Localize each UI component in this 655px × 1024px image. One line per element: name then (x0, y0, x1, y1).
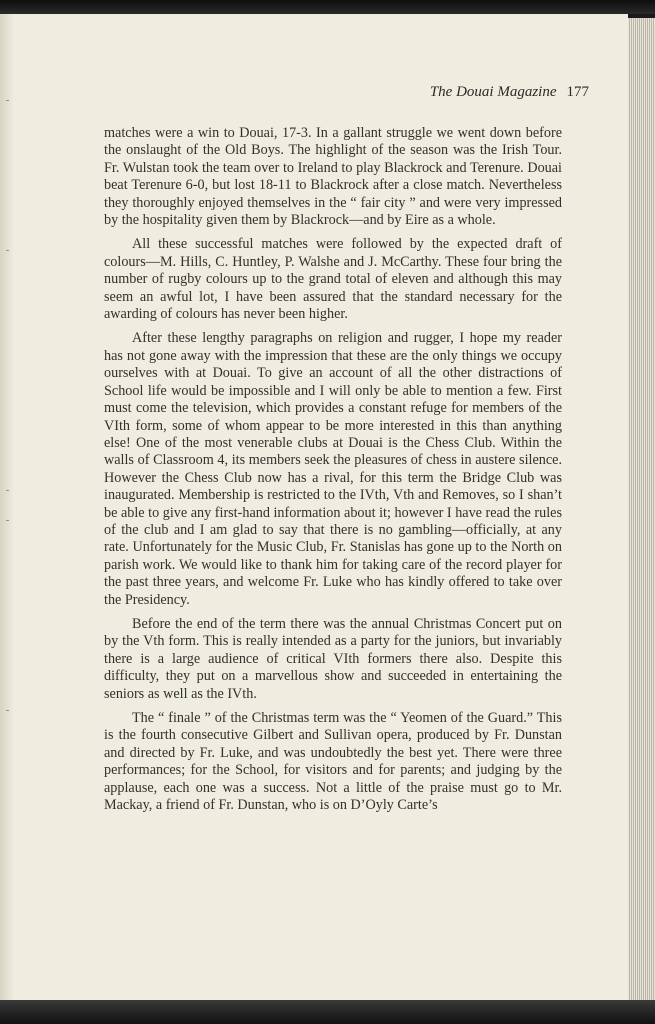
page-spine-shadow (0, 14, 14, 1000)
margin-mark (6, 490, 9, 491)
magazine-title: The Douai Magazine (429, 84, 557, 100)
paragraph: All these successful matches were followed by the expected draft of colours—M. Hills, C. Huntley, P. Walshe and J. McCarthy. These four bring the number of rugby colours up to the grand total of eleven and although this may seem an awful lot, I have been assured that the standard necessary for the awarding of colours has never been higher. (104, 236, 562, 323)
paragraph: Before the end of the term there was the annual Christmas Concert put on by the Vth form. This is really intended as a party for the juniors, but invariably there is a large audience of critical VIth formers there also. Despite this difficulty, they put on a marvellous show and succeeded in entertaining the seniors as well as the IVth. (104, 615, 562, 702)
scan-top-edge (0, 0, 655, 14)
scan-bottom-edge (0, 1000, 655, 1024)
paragraph: matches were a win to Douai, 17-3. In a gallant struggle we went down before the onslaught of the Old Boys. The highlight of the season was the Irish Tour. Fr. Wulstan took the team over to Ireland to play Blackrock and Terenure. Douai beat Terenure 6-0, but lost 18-11 to Blackrock after a close match. Nevertheless they thoroughly enjoyed themselves in the “ fair city ” and were very impressed by the hospitality given them by Blackrock—and by Eire as a whole. (104, 125, 562, 229)
margin-mark (6, 520, 9, 521)
running-header (430, 84, 589, 101)
paragraph: The “ finale ” of the Christmas term was the “ Yeomen of the Guard.” This is the fourth consecutive Gilbert and Sullivan opera, produced by Fr. Dunstan and directed by Fr. Luke, and was undoubtedly the best yet. There were three performances; for the School, for visitors and for parents; and judging by the applause, each one was a success. Not a little of the praise must go to Mr. Mackay, a friend of Fr. Dunstan, who is on D’Oyly Carte’s (104, 710, 562, 814)
page-number: 177 (566, 84, 589, 100)
margin-mark (6, 250, 9, 251)
margin-mark (6, 100, 9, 101)
paragraph: After these lengthy paragraphs on religion and rugger, I hope my reader has not gone away with the impression that these are the only things we occupy ourselves with at Douai. To give an account of all the other distractions of School life would be impossible and I will only be able to mention a few. First must come the television, which provides a constant refuge for members of the VIth form, some of whom appear to be more interested in this than anything else! One of the most venerable clubs at Douai is the Chess Club. Within the walls of Classroom 4, its members seek the pleasures of chess in austere silence. However the Chess Club now has a rival, for this term the Bridge Club was inaugurated. Membership is restricted to the IVth, Vth and Removes, so I shan’t be able to give any first-hand information about it; however I have read the rules of the club and I am glad to say that there is no gambling—officially, at any rate. Unfortunately for the Music Club, Fr. Stanislas has gone up to the North on parish work. We would like to thank him for taking care of the record player for the past three years, and welcome Fr. Luke who has kindly offered to take over the Presidency. (104, 330, 562, 608)
margin-mark (6, 710, 9, 711)
page-stack-edges (628, 18, 655, 1000)
article-body (104, 125, 562, 821)
